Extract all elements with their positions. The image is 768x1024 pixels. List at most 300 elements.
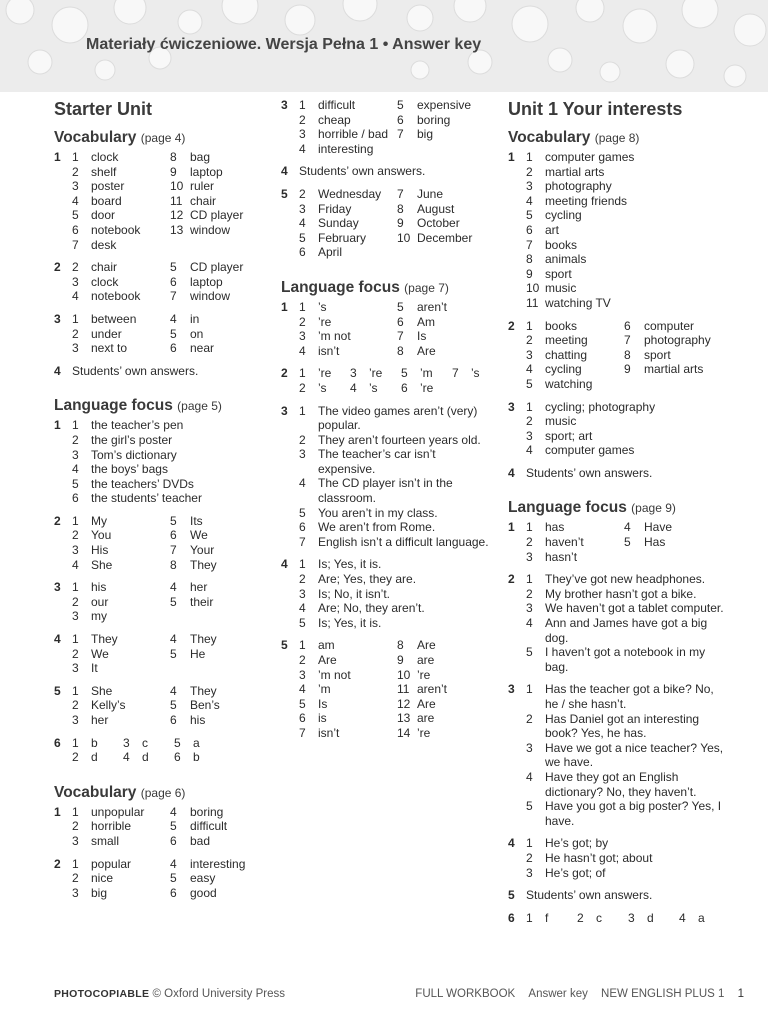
exercise (281, 98, 496, 156)
answer-item (72, 341, 170, 356)
answer-item (72, 165, 170, 180)
item-answer: small (91, 833, 120, 848)
item-answer: CD player (190, 260, 244, 275)
exercise-number: 2 (508, 572, 515, 587)
item-answer: My (91, 513, 107, 528)
item-answer: Has (644, 535, 666, 550)
item-number: 7 (72, 237, 79, 252)
item-answer: window (190, 222, 231, 237)
item-number: 1 (299, 403, 306, 418)
item-number: 2 (577, 910, 584, 925)
exercise (54, 736, 269, 765)
item-answer: our (91, 594, 109, 609)
exercise (54, 805, 269, 849)
answer-item (526, 535, 624, 550)
item-number: 5 (299, 505, 306, 520)
item-number: 5 (170, 326, 177, 341)
answer-item (170, 312, 199, 327)
item-answer: difficult (318, 98, 356, 112)
answer-item (72, 223, 170, 238)
answer-row (299, 506, 496, 521)
item-number: 5 (299, 615, 306, 630)
item-number: 1 (526, 150, 533, 164)
answer-row (299, 216, 496, 231)
column-2 (281, 98, 496, 749)
answer-row (72, 260, 269, 275)
answer-row (299, 300, 496, 315)
exercise-number: 4 (54, 632, 61, 647)
item-answer: ’re (369, 366, 383, 381)
item-number: 3 (123, 735, 130, 750)
item-answer: Is; No, it isn’t. (318, 586, 391, 601)
item-number: 4 (170, 580, 177, 595)
answer-item (170, 698, 220, 713)
answer-list (72, 684, 269, 728)
answer-item (397, 113, 450, 128)
answer-item (299, 638, 397, 653)
item-number: 3 (72, 179, 79, 194)
section-title: Vocabulary (page 6) (54, 783, 186, 801)
answer-item (170, 871, 215, 886)
item-number: 5 (397, 98, 404, 112)
item-number: 4 (526, 443, 533, 458)
item-number: 2 (526, 414, 533, 429)
item-answer: Have you got a big poster? Yes, I have. (545, 799, 722, 828)
exercise-number: 5 (281, 186, 288, 201)
item-number: 4 (526, 769, 533, 784)
item-answer: Have we got a nice teacher? Yes, we have. (545, 740, 724, 770)
item-answer: poster (91, 179, 125, 194)
item-number: 6 (401, 380, 408, 395)
answer-row (299, 682, 496, 697)
answer-item (170, 528, 208, 543)
item-number: 2 (526, 711, 533, 726)
item-answer: aren’t (417, 299, 448, 314)
item-answer: the students’ teacher (91, 491, 202, 506)
item-answer: Your (190, 543, 215, 558)
item-answer: His (91, 543, 109, 558)
item-number: 2 (72, 646, 79, 661)
exercise (508, 572, 728, 674)
item-number: 4 (299, 601, 306, 616)
item-number: 8 (170, 150, 177, 164)
item-number: 4 (72, 289, 79, 304)
answer-row (299, 98, 496, 113)
item-answer: desk (91, 237, 117, 252)
item-answer: f (545, 910, 549, 925)
answer-row (72, 275, 269, 290)
item-number: 6 (170, 713, 177, 727)
item-number: 4 (170, 311, 177, 326)
item-answer: bag (190, 150, 211, 164)
exercise-number: 3 (54, 580, 61, 595)
item-answer: my (91, 609, 107, 624)
answer-row (299, 476, 496, 505)
item-answer: They (190, 632, 217, 647)
answer-item (397, 127, 433, 142)
answer-item (72, 647, 170, 662)
item-answer: the teachers’ DVDs (91, 476, 194, 491)
answer-row (526, 799, 728, 828)
item-answer: We haven’t got a tablet computer. (545, 601, 724, 616)
answer-item (624, 362, 703, 377)
item-number: 4 (170, 683, 177, 698)
item-answer: a (193, 735, 200, 750)
answer-item (299, 711, 397, 726)
item-answer: door (91, 208, 116, 223)
item-number: 4 (170, 632, 177, 647)
answer-list (72, 736, 269, 765)
item-answer: She (91, 683, 113, 698)
item-answer: ’re (318, 314, 332, 329)
answer-item (72, 558, 170, 573)
exercise-number: 3 (508, 399, 515, 414)
exercise-number: 3 (508, 682, 515, 697)
item-number: 3 (299, 667, 306, 682)
answer-list (72, 150, 269, 252)
item-answer: meeting friends (545, 193, 628, 208)
answer-row (72, 805, 269, 820)
item-number: 1 (526, 572, 533, 587)
item-number: 2 (72, 528, 79, 543)
item-answer: boring (190, 804, 224, 819)
item-number: 4 (299, 343, 306, 358)
answer-item (72, 805, 170, 820)
item-answer: c (142, 735, 148, 750)
item-answer: next to (91, 341, 128, 356)
item-answer: Is (318, 696, 328, 711)
answer-row (72, 462, 269, 477)
answer-row (72, 632, 269, 647)
answer-row (72, 713, 269, 728)
item-number: 5 (526, 208, 533, 223)
item-answer: Am (417, 314, 435, 329)
item-number: 7 (624, 333, 631, 348)
exercise-number: 1 (54, 150, 61, 164)
exercise-number: 2 (54, 856, 61, 871)
item-number: 2 (299, 432, 306, 447)
answer-row (299, 668, 496, 683)
item-number: 2 (72, 326, 79, 341)
item-answer: laptop (190, 274, 223, 289)
item-number: 1 (299, 299, 306, 314)
item-number: 4 (299, 682, 306, 697)
section-title: Language focus (page 7) (281, 278, 449, 296)
item-answer: chatting (545, 347, 588, 362)
exercise-number: 2 (281, 366, 288, 381)
item-number: 8 (397, 343, 404, 358)
answer-row (72, 609, 269, 624)
item-number: 2 (72, 750, 79, 765)
answer-item (299, 98, 397, 113)
answer-item (170, 834, 210, 849)
item-answer: Is; Yes, it is. (318, 557, 382, 572)
item-answer: isn’t (318, 343, 340, 358)
item-number: 6 (299, 711, 306, 726)
answer-row (72, 312, 269, 327)
answer-list (526, 911, 730, 926)
item-number: 3 (299, 447, 306, 462)
exercise (54, 418, 269, 506)
item-answer: Sunday (318, 216, 359, 231)
column-1 (54, 98, 269, 908)
item-number: 8 (170, 557, 177, 572)
item-answer: books (545, 318, 578, 333)
answer-item (72, 327, 170, 342)
item-answer: It (91, 661, 98, 676)
answer-row (299, 404, 496, 433)
answer-item (170, 150, 210, 165)
answer-list (526, 572, 728, 674)
answer-item (170, 543, 214, 558)
item-answer: I haven’t got a notebook in my bag. (545, 645, 706, 674)
exercise-number: 6 (54, 735, 61, 750)
item-number: 3 (72, 885, 79, 900)
item-number: 7 (397, 127, 404, 142)
item-number: 3 (526, 865, 533, 880)
item-answer: interesting (190, 856, 246, 871)
answer-list (526, 682, 728, 828)
item-number: 11 (526, 295, 539, 310)
item-answer: Are; No, they aren’t. (318, 601, 425, 616)
answer-item (72, 194, 170, 209)
answer-item (299, 202, 397, 217)
item-number: 1 (72, 580, 79, 595)
item-number: 1 (299, 366, 306, 381)
exercise-answer: Students’ own answers. (526, 888, 653, 903)
answer-item (526, 550, 624, 565)
item-number: 9 (397, 653, 404, 667)
item-answer: cheap (318, 112, 351, 127)
item-answer: June (417, 186, 444, 201)
answer-row (299, 535, 496, 550)
answer-row (72, 327, 269, 342)
answer-item (170, 327, 203, 342)
item-answer: books (545, 237, 578, 252)
answer-item (397, 187, 443, 202)
item-answer: Is; Yes, it is. (318, 615, 382, 630)
item-number: 3 (72, 609, 79, 624)
item-answer: CD player (190, 208, 244, 223)
item-number: 1 (72, 418, 79, 433)
answer-item (299, 653, 397, 668)
item-answer: b (91, 735, 98, 750)
item-answer: popular (91, 856, 132, 871)
exercise (54, 150, 269, 252)
item-answer: We aren’t from Rome. (318, 520, 436, 535)
item-number: 5 (174, 735, 181, 750)
answer-row (526, 682, 728, 711)
item-number: 5 (401, 366, 408, 381)
item-number: 3 (299, 127, 306, 142)
item-answer: has (545, 520, 565, 535)
exercise-number: 5 (281, 638, 288, 653)
item-answer: Have they got an English dictionary? No, they haven’t. (545, 769, 697, 799)
answer-list (526, 520, 728, 564)
item-answer: good (190, 885, 217, 900)
exercise-number: 6 (508, 910, 515, 925)
item-number: 4 (123, 750, 130, 765)
section-title: Language focus (page 9) (508, 499, 676, 517)
item-number: 4 (526, 362, 533, 377)
item-answer: They (91, 632, 118, 647)
item-answer: He (190, 646, 206, 661)
answer-item (299, 187, 397, 202)
item-answer: c (596, 910, 602, 925)
answer-item (72, 514, 170, 529)
answer-item (170, 223, 230, 238)
item-answer: photography (644, 333, 711, 348)
answer-row (526, 550, 728, 565)
item-number: 10 (397, 230, 411, 245)
item-answer: ’re (417, 725, 431, 740)
item-number: 2 (299, 112, 306, 127)
item-number: 1 (72, 804, 79, 819)
item-number: 4 (299, 216, 306, 231)
item-answer: bad (190, 833, 211, 848)
answer-list (299, 98, 496, 156)
answer-list (72, 312, 269, 356)
answer-item (526, 362, 624, 377)
item-answer: big (91, 885, 108, 900)
answer-row (526, 296, 728, 311)
item-answer: ’m (318, 682, 331, 697)
item-number: 1 (299, 638, 306, 653)
exercise-number: 1 (281, 299, 288, 314)
exercise-number: 1 (54, 804, 61, 819)
answer-row (299, 381, 503, 396)
item-number: 14 (397, 725, 411, 740)
answer-row (526, 911, 730, 926)
item-number: 1 (526, 836, 533, 851)
item-answer: ’s (369, 380, 378, 395)
item-answer: laptop (190, 164, 223, 179)
item-number: 10 (397, 667, 411, 682)
item-number: 4 (624, 520, 631, 535)
answer-row (72, 238, 269, 253)
exercise-number: 3 (54, 311, 61, 326)
item-number: 6 (170, 341, 177, 356)
item-number: 7 (452, 366, 459, 381)
item-answer: cycling (545, 362, 582, 377)
item-number: 2 (526, 164, 533, 179)
item-answer: are (417, 653, 435, 667)
exercise (508, 400, 728, 458)
answer-row (526, 252, 728, 267)
answer-item (299, 329, 397, 344)
item-number: 6 (170, 885, 177, 900)
item-number: 8 (397, 638, 404, 653)
item-number: 3 (72, 713, 79, 727)
item-answer: computer games (545, 443, 635, 458)
item-number: 2 (72, 164, 79, 179)
answer-item (526, 333, 624, 348)
item-answer: hasn’t (545, 549, 578, 564)
item-answer: near (190, 341, 215, 356)
answer-item (299, 697, 397, 712)
item-answer: in (190, 311, 200, 326)
item-answer: sport; art (545, 428, 593, 443)
item-number: 1 (72, 683, 79, 698)
section-title: Vocabulary (page 8) (508, 129, 640, 146)
item-number: 11 (170, 193, 183, 208)
item-answer: horrible (91, 819, 132, 834)
item-number: 3 (299, 329, 306, 344)
answer-item (299, 127, 397, 142)
item-answer: He’s got; of (545, 865, 606, 880)
item-number: 5 (299, 230, 306, 245)
answer-item (170, 580, 207, 595)
answer-list (299, 300, 496, 358)
answer-row (72, 684, 269, 699)
item-number: 3 (526, 601, 533, 616)
item-number: 10 (526, 281, 540, 296)
item-number: 9 (397, 216, 404, 231)
item-number: 8 (624, 347, 631, 362)
item-number: 4 (299, 476, 306, 491)
answer-row (299, 557, 496, 572)
answer-row (72, 448, 269, 463)
answer-item (299, 245, 397, 260)
answer-row (72, 528, 269, 543)
item-answer: We (190, 528, 208, 543)
item-number: 3 (526, 179, 533, 194)
item-number: 3 (72, 274, 79, 289)
item-number: 5 (170, 646, 177, 661)
item-answer: Are; Yes, they are. (318, 572, 417, 587)
exercise-number: 2 (54, 260, 61, 275)
item-answer: are (417, 711, 435, 726)
item-answer: music (545, 281, 577, 296)
answer-row (299, 113, 496, 128)
item-answer: haven’t (545, 535, 584, 550)
answer-row (72, 514, 269, 529)
exercise-number: 3 (281, 403, 288, 418)
answer-row (299, 572, 496, 587)
item-number: 3 (299, 201, 306, 216)
item-answer: They (190, 683, 217, 698)
item-number: 5 (72, 476, 79, 491)
item-number: 5 (170, 871, 177, 886)
item-answer: Tom’s dictionary (91, 447, 177, 462)
item-number: 6 (397, 112, 404, 127)
item-answer: Ann and James have got a big dog. (545, 616, 708, 645)
exercise (54, 514, 269, 572)
item-number: 4 (170, 856, 177, 871)
answer-item (624, 319, 694, 334)
exercise (281, 557, 496, 630)
item-number: 5 (170, 594, 177, 609)
exercise (281, 300, 496, 358)
exercise-number: 4 (281, 557, 288, 572)
answer-row (72, 580, 269, 595)
answer-row (526, 281, 728, 296)
exercise-answer: Students’ own answers. (299, 164, 426, 179)
answer-item (72, 871, 170, 886)
item-number: 1 (72, 632, 79, 647)
item-number: 13 (170, 222, 184, 237)
item-answer: ’m not (318, 667, 351, 682)
item-answer: August (417, 201, 455, 216)
item-number: 4 (72, 193, 79, 208)
answer-row (526, 535, 728, 550)
answer-row (299, 202, 496, 217)
answer-item (72, 260, 170, 275)
answer-row (72, 194, 269, 209)
answer-item (397, 98, 471, 113)
answer-item (299, 300, 397, 315)
item-number: 1 (526, 682, 533, 697)
